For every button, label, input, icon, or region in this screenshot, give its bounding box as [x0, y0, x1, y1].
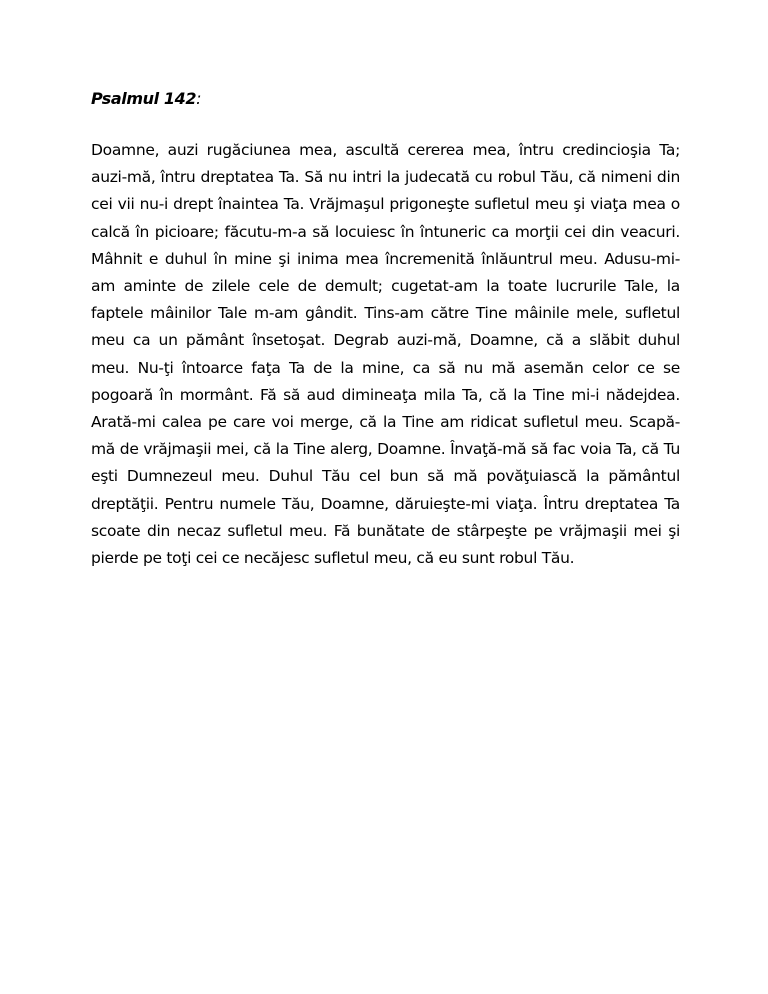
psalm-body-text: Doamne, auzi rugăciunea mea, ascultă cererea mea, întru credincioşia Ta; auzi-mă, întru dreptatea Ta. Să nu intri la judecată cu robul Tău, că nimeni din cei vii nu-i drept înaintea Ta. Vrăjmaşul prigoneşte sufletul meu şi viaţa mea o calcă în picioare; făcutu-m-a să locuiesc în întuneric ca morţii cei din veacuri. Mâhnit e duhul în mine şi inima mea încremenită înlăuntrul meu. Adusu-mi-am aminte de zilele cele de demult; cugetat-am la toate lucrurile Tale, la faptele mâinilor Tale m-am gândit. Tins-am către Tine mâinile mele, sufletul meu ca un pământ însetoşat. Degrab auzi-mă, Doamne, că a slăbit duhul meu. Nu-ţi întoarce faţa Ta de la mine, ca să nu mă asemăn celor ce se pogoară în mormânt. Fă să aud dimineaţa mila Ta, că la Tine mi-i nădejdea. Arată-mi calea pe care voi merge, că la Tine am ridicat sufletul meu. Scapă-mă de vrăjmaşii mei, că la Tine alerg, Doamne. Învaţă-mă să fac voia Ta, că Tu eşti Dumnezeul meu. Duhul Tău cel bun să mă povăţuiască la pământul dreptăţii. Pentru numele Tău, Doamne, dăruieşte-mi viaţa. Întru dreptatea Ta scoate din necaz sufletul meu. Fă bunătate de stârpeşte pe vrăjmaşii mei şi pierde pe toţi cei ce necăjesc sufletul meu, că eu sunt robul Tău.	[91, 141, 680, 568]
title-colon: :	[196, 89, 202, 108]
title-text: Psalmul 142	[91, 89, 197, 108]
document-title	[91, 89, 201, 108]
